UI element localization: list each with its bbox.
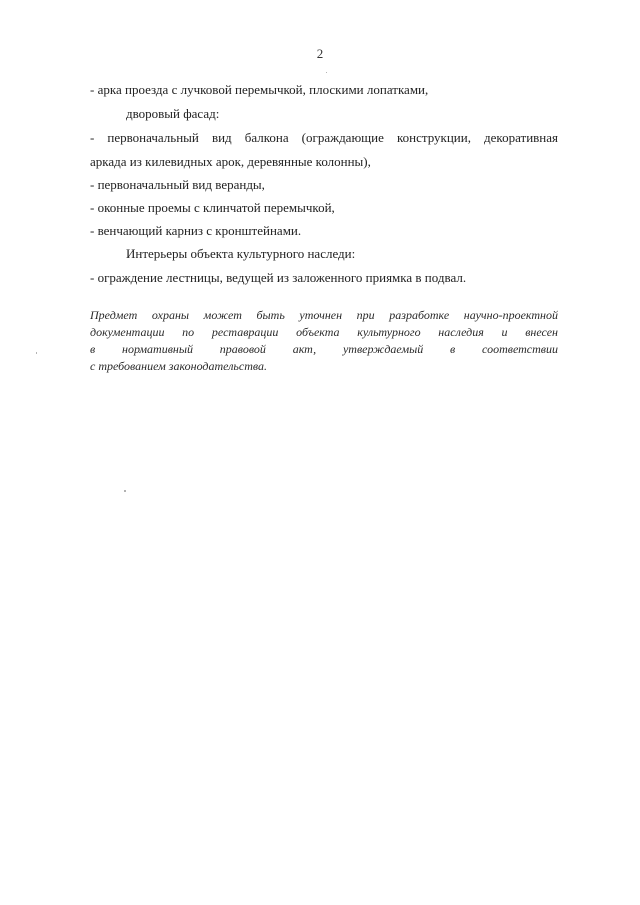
note-line-2: документации по реставрации объекта культурного наследия и внесен xyxy=(90,325,558,339)
note-line-1: Предмет охраны может быть уточнен при разработке научно-проектной xyxy=(90,308,558,322)
list-item-balcony-line-1: - первоначальный вид балкона (ограждающие конструкции, декоративная xyxy=(90,130,558,145)
note-line-4: с требованием законодательства. xyxy=(90,359,268,373)
list-item-cornice: - венчающий карниз с кронштейнами. xyxy=(90,223,302,238)
section-heading-courtyard-facade: дворовый фасад: xyxy=(126,106,220,121)
scan-speck xyxy=(326,72,327,73)
section-heading-interiors: Интерьеры объекта культурного наследи: xyxy=(126,246,356,261)
list-item-window-openings: - оконные проемы с клинчатой перемычкой, xyxy=(90,200,335,215)
list-item-balcony-line-2: аркада из килевидных арок, деревянные колонны), xyxy=(90,154,371,169)
scan-speck xyxy=(36,352,37,354)
page-number: 2 xyxy=(316,46,324,61)
note-line-3: в нормативный правовой акт, утверждаемый в соответствии xyxy=(90,342,558,356)
list-item-staircase-railing: - ограждение лестницы, ведущей из заложенного приямка в подвал. xyxy=(90,270,467,285)
list-item-veranda: - первоначальный вид веранды, xyxy=(90,177,265,192)
scan-speck xyxy=(124,490,126,492)
list-item-arch-passage: - арка проезда с лучковой перемычкой, плоскими лопатками, xyxy=(90,82,429,97)
